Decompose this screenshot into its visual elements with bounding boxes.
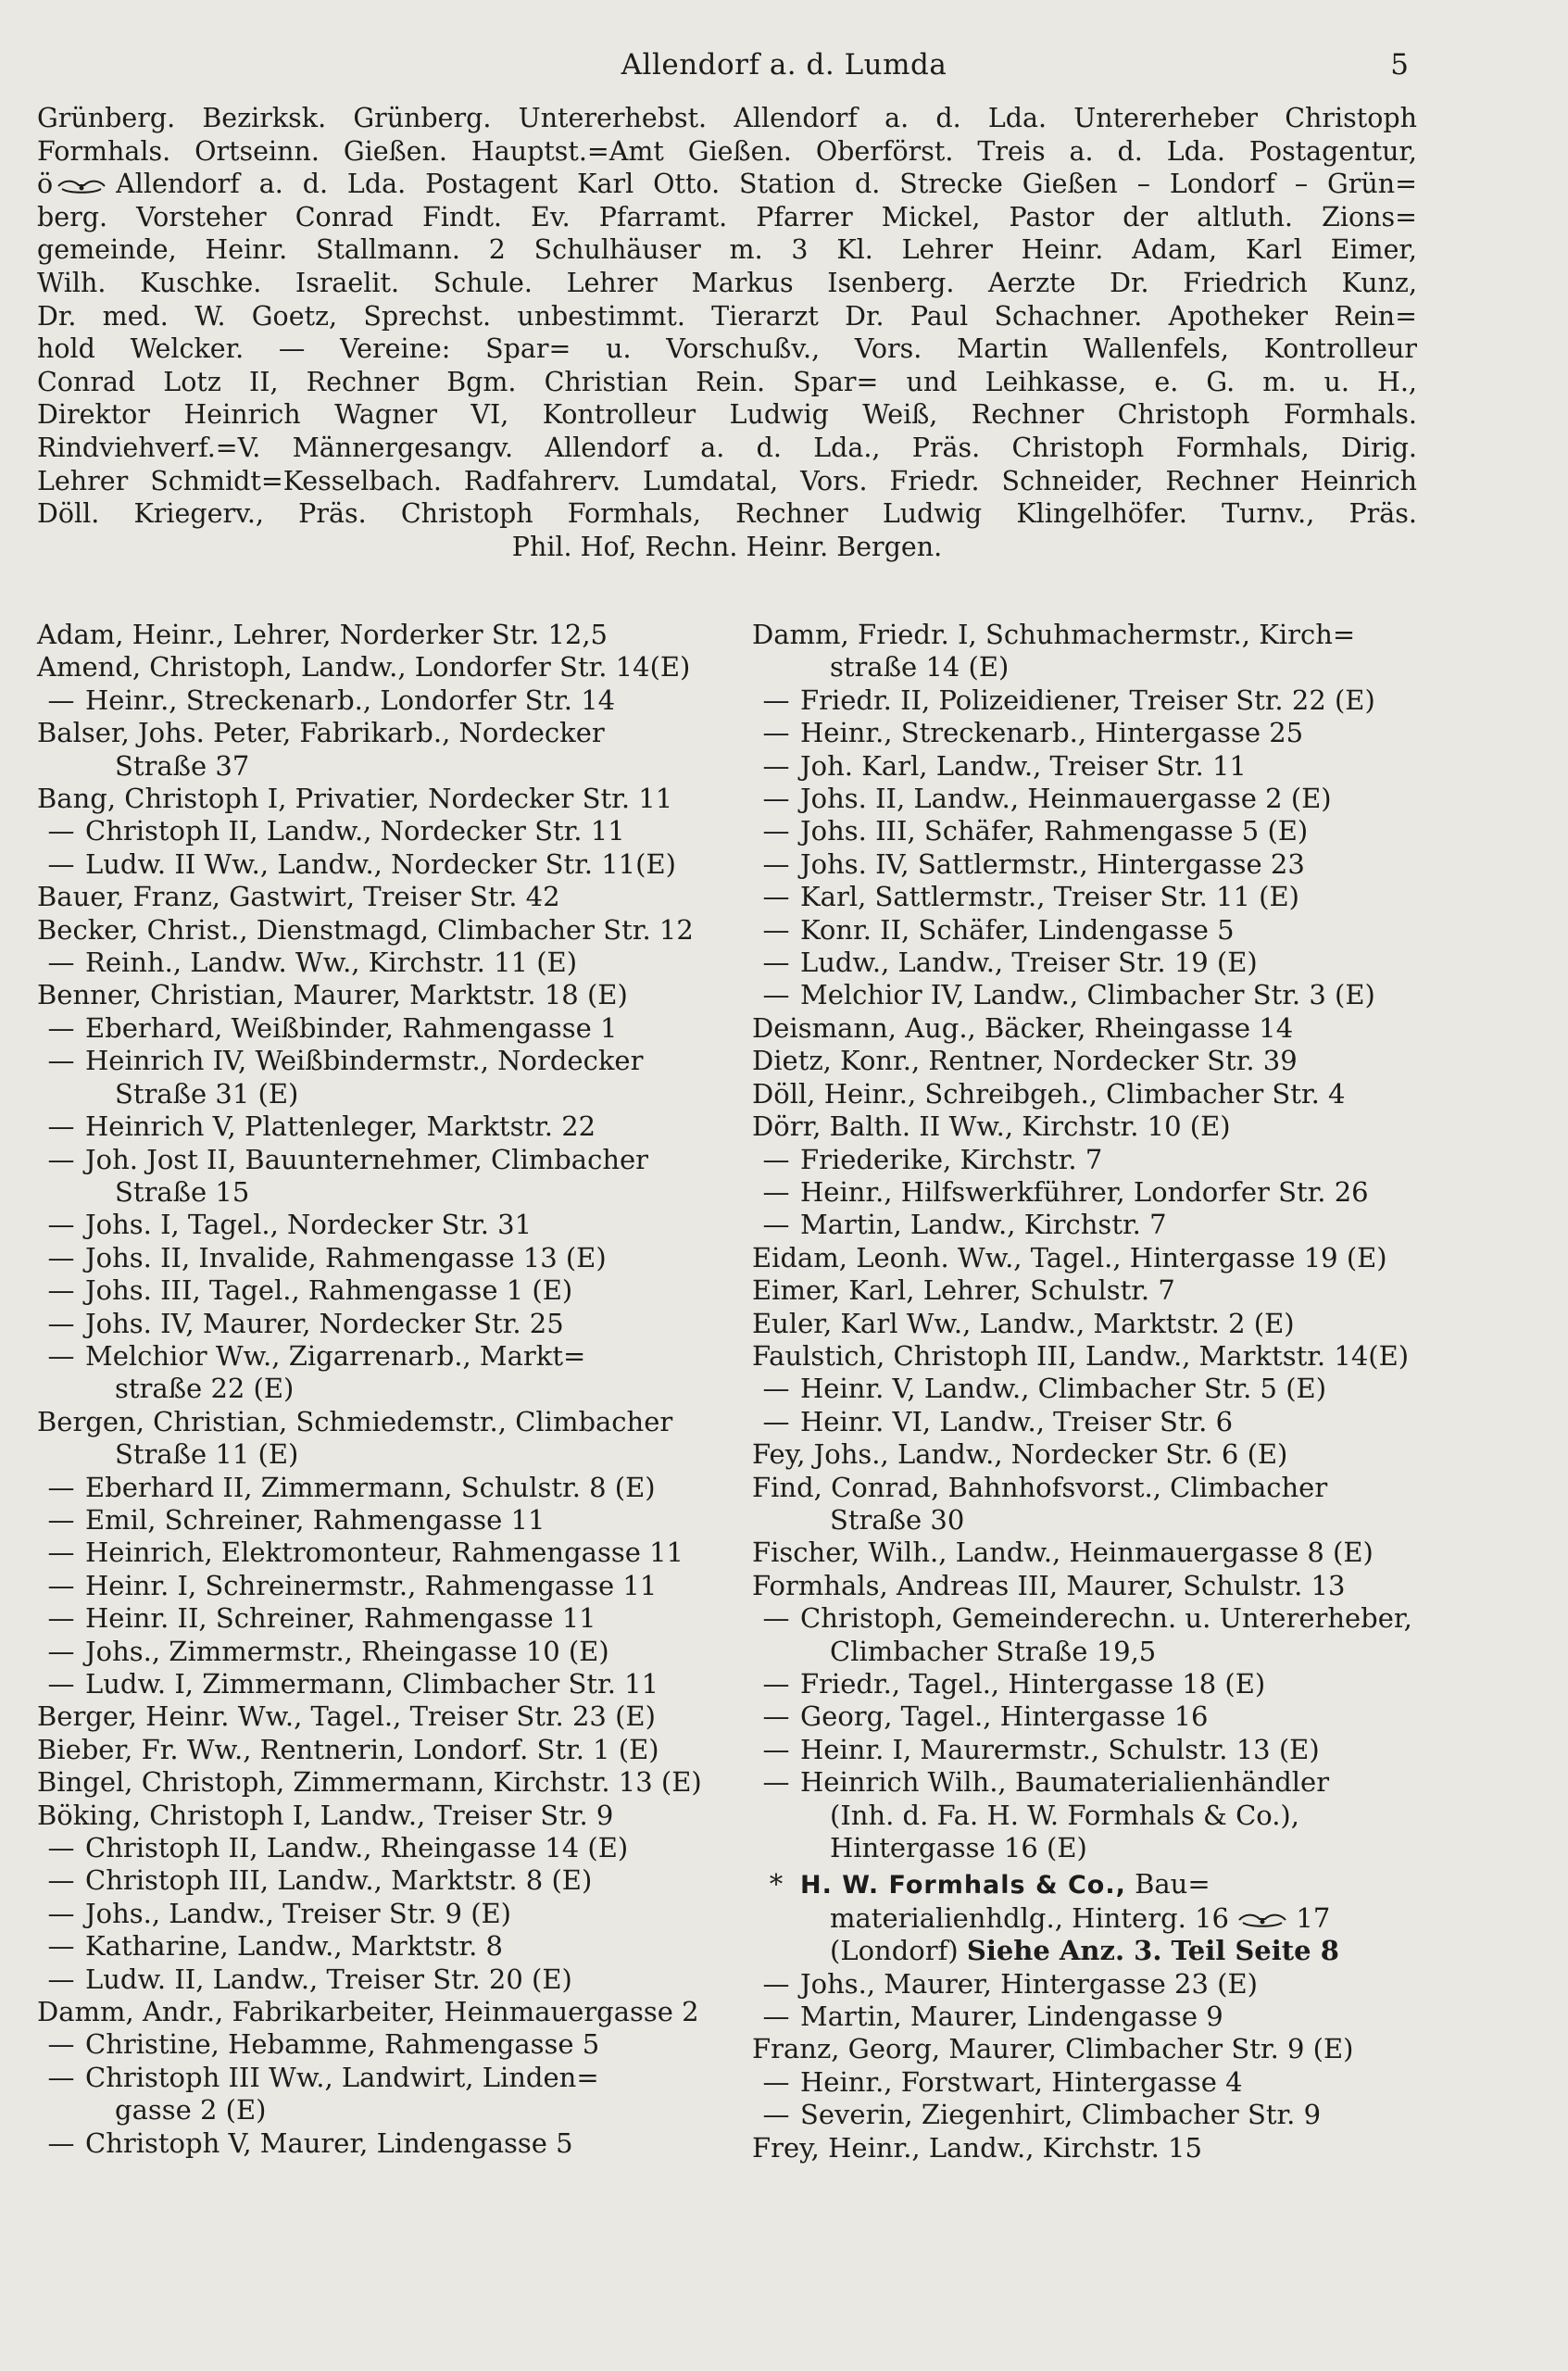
repeat-dash: —	[762, 749, 790, 782]
repeat-dash: —	[762, 1733, 790, 1765]
directory-subentry	[752, 1700, 1430, 1733]
directory-subentry	[752, 1766, 1430, 1864]
repeat-dash: —	[47, 2126, 75, 2159]
entry-text: Heinr., Streckenarb., Hintergasse 25	[800, 717, 1304, 749]
repeat-dash: —	[762, 2099, 790, 2131]
directory-entry	[752, 1012, 1430, 1045]
directory-subentry	[37, 1209, 715, 1241]
town-description	[37, 102, 1417, 563]
repeat-dash: —	[47, 1011, 75, 1044]
entry-text: Amend, Christoph, Landw., Londorfer Str. 14(E)	[37, 651, 691, 684]
directory-subentry	[752, 848, 1430, 881]
entry-text: Frey, Heinr., Landw., Kirchstr. 15	[752, 2131, 1202, 2164]
entry-text: Christoph III, Landw., Marktstr. 8 (E)	[85, 1864, 593, 1897]
directory-entry	[752, 1045, 1430, 1077]
directory-entry	[37, 1766, 715, 1799]
entry-text: Johs. II, Invalide, Rahmengasse 13 (E)	[85, 1241, 607, 1273]
entry-continuation: Straße 15	[115, 1175, 250, 1208]
entry-text: Christoph II, Landw., Nordecker Str. 11	[85, 815, 625, 847]
entry-text: Melchior Ww., Zigarrenarb., Markt=	[85, 1339, 586, 1372]
entry-text: Martin, Maurer, Lindengasse 9	[800, 2001, 1223, 2033]
entry-text: Heinrich Wilh., Baumaterialienhändler	[800, 1766, 1330, 1799]
entry-text: Deismann, Aug., Bäcker, Rheingasse 14	[752, 1011, 1294, 1044]
directory-subentry	[752, 881, 1430, 913]
entry-text: Ludw. I, Zimmermann, Climbacher Str. 11	[85, 1668, 659, 1700]
entry-text: Severin, Ziegenhirt, Climbacher Str. 9	[800, 2099, 1322, 2131]
entry-text: Find, Conrad, Bahnhofsvorst., Climbacher	[752, 1471, 1328, 1503]
page-number: 5	[1390, 48, 1409, 82]
entry-text: Friederike, Kirchstr. 7	[800, 1143, 1103, 1175]
entry-text: Johs. III, Schäfer, Rahmengasse 5 (E)	[800, 815, 1309, 847]
directory-entry	[752, 2132, 1430, 2164]
intro-line: Formhals. Ortseinn. Gießen. Hauptst.=Amt Gießen. Oberförst. Treis a. d. Lda. Postagentur,	[37, 135, 1417, 167]
entry-continuation: Hintergasse 16 (E)	[830, 1832, 1087, 1864]
entry-text: Heinrich V, Plattenleger, Marktstr. 22	[85, 1110, 596, 1143]
entry-text: Christoph, Gemeinderechn. u. Untererheber,	[800, 1602, 1412, 1635]
directory-entry	[37, 651, 715, 684]
directory-subentry	[37, 1045, 715, 1110]
entry-text: Ludw. II Ww., Landw., Nordecker Str. 11(E)	[85, 847, 676, 880]
entry-text: Balser, Johs. Peter, Fabrikarb., Nordecker	[37, 717, 605, 749]
directory-entry	[752, 1537, 1430, 1569]
entry-continuation: straße 22 (E)	[115, 1373, 295, 1405]
entry-text: Ludw., Landw., Treiser Str. 19 (E)	[800, 947, 1258, 979]
directory-subentry	[37, 1144, 715, 1210]
entry-text: Friedr. II, Polizeidiener, Treiser Str. 22 (E)	[800, 684, 1375, 716]
entry-text: Bieber, Fr. Ww., Rentnerin, Londorf. Str. 1 (E)	[37, 1733, 659, 1765]
directory-subentry	[752, 1602, 1430, 1668]
entry-text: Johs. IV, Sattlermstr., Hintergasse 23	[800, 847, 1305, 880]
directory-subentry	[752, 2001, 1430, 2033]
directory-subentry	[37, 1274, 715, 1307]
directory-subentry	[752, 2099, 1430, 2131]
directory-entry	[37, 1996, 715, 2028]
intro-line: Direktor Heinrich Wagner VI, Kontrolleur Ludwig Weiß, Rechner Christoph Formhals.	[37, 399, 1417, 431]
intro-line: berg. Vorsteher Conrad Findt. Ev. Pfarramt. Pfarrer Mickel, Pastor der altluth. Zions=	[37, 201, 1417, 232]
repeat-dash: —	[762, 1175, 790, 1208]
repeat-dash: —	[762, 1143, 790, 1175]
entry-text: Eberhard II, Zimmermann, Schulstr. 8 (E)	[85, 1471, 656, 1503]
entry-text: Döll, Heinr., Schreibgeh., Climbacher Str. 4	[752, 1077, 1346, 1110]
repeat-dash: —	[47, 1143, 75, 1175]
directory-entry	[752, 619, 1430, 684]
intro-phone-prefix: ö	[37, 169, 54, 200]
entry-text: Martin, Landw., Kirchstr. 7	[800, 1209, 1167, 1241]
entry-text: Dietz, Konr., Rentner, Nordecker Str. 39	[752, 1045, 1298, 1077]
repeat-dash: —	[47, 1668, 75, 1700]
directory-entry	[37, 619, 715, 651]
entry-text: Böking, Christoph I, Landw., Treiser Str. 9	[37, 1799, 614, 1831]
directory-subentry	[752, 1373, 1430, 1405]
repeat-dash: —	[47, 1274, 75, 1307]
directory-entry	[37, 717, 715, 783]
repeat-dash: —	[47, 1241, 75, 1273]
repeat-dash: —	[47, 1635, 75, 1667]
telephone-icon	[56, 178, 107, 194]
entry-text: Heinr., Streckenarb., Londorfer Str. 14	[85, 684, 616, 716]
directory-subentry	[752, 1406, 1430, 1438]
entry-text: Bauer, Franz, Gastwirt, Treiser Str. 42	[37, 881, 560, 913]
directory-entry	[37, 1700, 715, 1733]
advert-line1-rest: Bau=	[1135, 1868, 1210, 1901]
directory-subentry	[37, 684, 715, 717]
repeat-dash: —	[47, 947, 75, 979]
entry-continuation: Straße 30	[830, 1503, 965, 1536]
advert-line2: materialienhdlg., Hinterg. 16	[830, 1901, 1229, 1934]
entry-text: Emil, Schreiner, Rahmengasse 11	[85, 1503, 546, 1536]
advert-phone-number: 17	[1296, 1901, 1331, 1934]
directory-subentry	[37, 1012, 715, 1045]
intro-line: Dr. med. W. Goetz, Sprechst. unbestimmt. Tierarzt Dr. Paul Schachner. Apotheker Rein=	[37, 300, 1417, 332]
directory-entry	[752, 1570, 1430, 1602]
repeat-dash: —	[762, 783, 790, 815]
entry-text: Heinr. I, Schreinermstr., Rahmengasse 11	[85, 1569, 658, 1601]
directory-entry	[752, 1078, 1430, 1110]
intro-line: Phil. Hof, Rechn. Heinr. Bergen.	[511, 531, 943, 562]
directory-entry	[37, 1406, 715, 1472]
entry-continuation: Straße 37	[115, 749, 250, 782]
entry-text: Damm, Andr., Fabrikarbeiter, Heinmauergasse 2	[37, 1996, 699, 2028]
entry-text: Bergen, Christian, Schmiedemstr., Climbacher	[37, 1405, 673, 1437]
repeat-dash: —	[762, 1967, 790, 2000]
repeat-dash: —	[47, 1471, 75, 1503]
directory-entry	[37, 914, 715, 947]
directory-subentry	[37, 1898, 715, 1930]
intro-line: Lehrer Schmidt=Kesselbach. Radfahrerv. Lumdatal, Vors. Friedr. Schneider, Rechner Heinrich	[37, 465, 1417, 496]
entry-text: Fischer, Wilh., Landw., Heinmauergasse 8 (E)	[752, 1537, 1374, 1569]
intro-line: Rindviehverf.=V. Männergesangv. Allendorf a. d. Lda., Präs. Christoph Formhals, Dirig.	[37, 432, 1417, 463]
directory-subentry	[37, 1963, 715, 1996]
repeat-dash: —	[762, 1209, 790, 1241]
directory-subentry	[752, 2066, 1430, 2099]
directory-subentry	[37, 2127, 715, 2160]
entry-text: Johs. III, Tagel., Rahmengasse 1 (E)	[85, 1274, 573, 1307]
repeat-dash: —	[762, 2001, 790, 2033]
repeat-dash: —	[762, 815, 790, 847]
page-header	[0, 48, 1568, 94]
directory-entry	[752, 1340, 1430, 1373]
entry-continuation: Straße 31 (E)	[115, 1077, 299, 1110]
directory-subentry	[37, 2028, 715, 2061]
repeat-dash: —	[762, 947, 790, 979]
directory-subentry	[37, 1504, 715, 1537]
repeat-dash: —	[762, 881, 790, 913]
repeat-dash: —	[762, 1405, 790, 1437]
entry-text: Eberhard, Weißbinder, Rahmengasse 1	[85, 1011, 618, 1044]
intro-line: ö Allendorf a. d. Lda. Postagent Karl Otto. Station d. Strecke Gießen – Londorf – Grün=	[37, 169, 1417, 200]
firm-advertisement	[752, 1868, 1430, 1967]
entry-text: Franz, Georg, Maurer, Climbacher Str. 9 (E)	[752, 2033, 1354, 2065]
repeat-dash: —	[47, 847, 75, 880]
entry-text: Johs., Zimmermstr., Rheingasse 10 (E)	[85, 1635, 609, 1667]
directory-subentry	[37, 947, 715, 979]
directory-subentry	[37, 1832, 715, 1864]
directory-subentry	[37, 1602, 715, 1635]
repeat-dash: —	[762, 979, 790, 1011]
entry-text: Euler, Karl Ww., Landw., Marktstr. 2 (E)	[752, 1307, 1295, 1339]
entry-text: Eidam, Leonh. Ww., Tagel., Hintergasse 19 (E)	[752, 1241, 1387, 1273]
entry-text: Berger, Heinr. Ww., Tagel., Treiser Str. 23 (E)	[37, 1700, 656, 1733]
directory-entry	[752, 1242, 1430, 1274]
directory-subentry	[752, 750, 1430, 783]
repeat-dash: —	[47, 1339, 75, 1372]
directory-subentry	[752, 914, 1430, 947]
entry-text: Heinr. VI, Landw., Treiser Str. 6	[800, 1405, 1234, 1437]
intro-line: hold Welcker. — Vereine: Spar= u. Vorschußv., Vors. Martin Wallenfels, Kontrolleur	[37, 333, 1417, 365]
entry-text: Konr. II, Schäfer, Lindengasse 5	[800, 913, 1235, 946]
repeat-dash: —	[47, 2028, 75, 2061]
advert-star: *	[769, 1868, 784, 1901]
entry-continuation: straße 14 (E)	[830, 651, 1010, 684]
directory-entry	[37, 881, 715, 913]
entry-text: Damm, Friedr. I, Schuhmachermstr., Kirch=	[752, 619, 1356, 650]
repeat-dash: —	[762, 847, 790, 880]
entry-text: Heinr., Forstwart, Hintergasse 4	[800, 2065, 1243, 2098]
entry-text: Joh. Jost II, Bauunternehmer, Climbacher	[85, 1143, 649, 1175]
repeat-dash: —	[47, 1897, 75, 1929]
directory-entry	[752, 1308, 1430, 1340]
repeat-dash: —	[47, 1832, 75, 1864]
repeat-dash: —	[762, 717, 790, 749]
repeat-dash: —	[47, 684, 75, 716]
directory-entry	[752, 1438, 1430, 1471]
entry-text: Heinr. II, Schreiner, Rahmengasse 11	[85, 1602, 596, 1635]
directory-subentry	[37, 848, 715, 881]
directory-subentry	[752, 717, 1430, 749]
entry-text: Dörr, Balth. II Ww., Kirchstr. 10 (E)	[752, 1110, 1231, 1143]
directory-subentry	[752, 1668, 1430, 1700]
repeat-dash: —	[762, 1766, 790, 1799]
intro-line: gemeinde, Heinr. Stallmann. 2 Schulhäuser m. 3 Kl. Lehrer Heinr. Adam, Karl Eimer,	[37, 234, 1417, 266]
repeat-dash: —	[762, 2065, 790, 2098]
directory-entry	[752, 1274, 1430, 1307]
entry-text: Johs., Maurer, Hintergasse 23 (E)	[800, 1967, 1258, 2000]
page-title: Allendorf a. d. Lumda	[621, 48, 947, 82]
repeat-dash: —	[47, 1963, 75, 1995]
directory-subentry	[37, 815, 715, 847]
directory-subentry	[752, 1176, 1430, 1209]
repeat-dash: —	[762, 1602, 790, 1635]
directory-entry	[752, 1110, 1430, 1143]
entry-text: Ludw. II, Landw., Treiser Str. 20 (E)	[85, 1963, 572, 1995]
intro-line: Wilh. Kuschke. Israelit. Schule. Lehrer Markus Isenberg. Aerzte Dr. Friedrich Kunz,	[37, 267, 1417, 298]
advert-reference: Siehe Anz. 3. Teil Seite 8	[966, 1935, 1339, 1967]
directory-subentry	[37, 1340, 715, 1406]
entry-continuation: Straße 11 (E)	[115, 1438, 299, 1471]
directory-entry	[752, 1472, 1430, 1537]
entry-text: Heinr. V, Landw., Climbacher Str. 5 (E)	[800, 1373, 1327, 1405]
repeat-dash: —	[47, 1602, 75, 1635]
intro-line: Döll. Kriegerv., Präs. Christoph Formhals, Rechner Ludwig Klingelhöfer. Turnv., Präs.	[37, 498, 1417, 530]
entry-text: Heinrich, Elektromonteur, Rahmengasse 11	[85, 1537, 684, 1569]
entry-text: Karl, Sattlermstr., Treiser Str. 11 (E)	[800, 881, 1299, 913]
directory-subentry	[752, 783, 1430, 815]
entry-continuation: Climbacher Straße 19,5	[830, 1635, 1157, 1667]
repeat-dash: —	[762, 684, 790, 716]
telephone-icon	[1237, 1912, 1287, 1928]
directory-subentry	[752, 1144, 1430, 1176]
repeat-dash: —	[47, 1209, 75, 1241]
directory-entry	[37, 1734, 715, 1766]
entry-text: Heinrich IV, Weißbindermstr., Nordecker	[85, 1045, 644, 1077]
entry-text: Heinr., Hilfswerkführer, Londorfer Str. 26	[800, 1175, 1369, 1208]
directory-subentry	[37, 1636, 715, 1668]
intro-line: Conrad Lotz II, Rechner Bgm. Christian Rein. Spar= und Leihkasse, e. G. m. u. H.,	[37, 366, 1417, 397]
entry-text: Reinh., Landw. Ww., Kirchstr. 11 (E)	[85, 947, 578, 979]
directory-subentry	[752, 1734, 1430, 1766]
repeat-dash: —	[47, 1537, 75, 1569]
directory-subentry	[37, 1242, 715, 1274]
directory-entry	[37, 979, 715, 1011]
entry-text: Johs. I, Tagel., Nordecker Str. 31	[85, 1209, 533, 1241]
entry-text: Joh. Karl, Landw., Treiser Str. 11	[800, 749, 1247, 782]
repeat-dash: —	[47, 1864, 75, 1897]
repeat-dash: —	[762, 1668, 790, 1700]
entry-continuation: (Inh. d. Fa. H. W. Formhals & Co.),	[830, 1799, 1299, 1831]
directory-subentry	[37, 2062, 715, 2127]
directory-subentry	[37, 1308, 715, 1340]
entry-text: Formhals, Andreas III, Maurer, Schulstr. 13	[752, 1569, 1346, 1601]
entry-text: Georg, Tagel., Hintergasse 16	[800, 1700, 1209, 1733]
repeat-dash: —	[762, 1373, 790, 1405]
repeat-dash: —	[47, 2061, 75, 2093]
entry-text: Fey, Johs., Landw., Nordecker Str. 6 (E)	[752, 1438, 1288, 1471]
directory-subentry	[37, 1537, 715, 1569]
directory-subentry	[752, 815, 1430, 847]
directory-subentry	[37, 1668, 715, 1700]
entry-text: Bingel, Christoph, Zimmermann, Kirchstr. 13 (E)	[37, 1766, 702, 1799]
directory-subentry	[752, 684, 1430, 717]
entry-text: Melchior IV, Landw., Climbacher Str. 3 (E)	[800, 979, 1375, 1011]
repeat-dash: —	[47, 1307, 75, 1339]
directory-subentry	[37, 1930, 715, 1963]
directory-subentry	[37, 1864, 715, 1897]
entry-text: Heinr. I, Maurermstr., Schulstr. 13 (E)	[800, 1733, 1320, 1765]
repeat-dash: —	[47, 1503, 75, 1536]
advert-location: (Londorf)	[830, 1935, 959, 1967]
entry-continuation: gasse 2 (E)	[115, 2094, 267, 2126]
repeat-dash: —	[47, 1569, 75, 1601]
entry-text: Bang, Christoph I, Privatier, Nordecker Str. 11	[37, 783, 673, 815]
directory-subentry	[752, 947, 1430, 979]
directory-entry	[37, 1800, 715, 1832]
directory-entry	[37, 783, 715, 815]
directory-subentry	[752, 1968, 1430, 2001]
entry-text: Christoph V, Maurer, Lindengasse 5	[85, 2126, 573, 2159]
repeat-dash: —	[47, 1045, 75, 1077]
repeat-dash: —	[47, 1110, 75, 1143]
entry-text: Johs., Landw., Treiser Str. 9 (E)	[85, 1897, 511, 1929]
advert-firm-name: H. W. Formhals & Co.,	[800, 1871, 1126, 1901]
entry-text: Christoph III Ww., Landwirt, Linden=	[85, 2061, 599, 2093]
entry-text: Faulstich, Christoph III, Landw., Marktstr. 14(E)	[752, 1339, 1410, 1372]
directory-subentry	[37, 1472, 715, 1504]
directory-subentry	[37, 1110, 715, 1143]
entry-text: Christine, Hebamme, Rahmengasse 5	[85, 2028, 600, 2061]
entry-text: Christoph II, Landw., Rheingasse 14 (E)	[85, 1832, 629, 1864]
entry-text: Benner, Christian, Maurer, Marktstr. 18 (E)	[37, 979, 628, 1011]
entry-text: Friedr., Tagel., Hintergasse 18 (E)	[800, 1668, 1266, 1700]
directory-entry	[752, 2033, 1430, 2065]
entry-text: Eimer, Karl, Lehrer, Schulstr. 7	[752, 1274, 1175, 1307]
directory-subentry	[752, 979, 1430, 1011]
entry-text: Johs. II, Landw., Heinmauergasse 2 (E)	[800, 783, 1332, 815]
repeat-dash: —	[47, 815, 75, 847]
entry-text: Katharine, Landw., Marktstr. 8	[85, 1930, 503, 1963]
entry-text: Becker, Christ., Dienstmagd, Climbacher Str. 12	[37, 913, 694, 946]
left-column	[37, 619, 715, 2160]
repeat-dash: —	[762, 913, 790, 946]
right-column	[752, 619, 1430, 2164]
repeat-dash: —	[47, 1930, 75, 1963]
intro-line: Grünberg. Bezirksk. Grünberg. Untererhebst. Allendorf a. d. Lda. Untererheber Christoph	[37, 103, 1417, 133]
entry-text: Adam, Heinr., Lehrer, Norderker Str. 12,5	[37, 619, 608, 650]
entry-text: Johs. IV, Maurer, Nordecker Str. 25	[85, 1307, 564, 1339]
directory-subentry	[752, 1209, 1430, 1241]
directory-subentry	[37, 1570, 715, 1602]
repeat-dash: —	[762, 1700, 790, 1733]
